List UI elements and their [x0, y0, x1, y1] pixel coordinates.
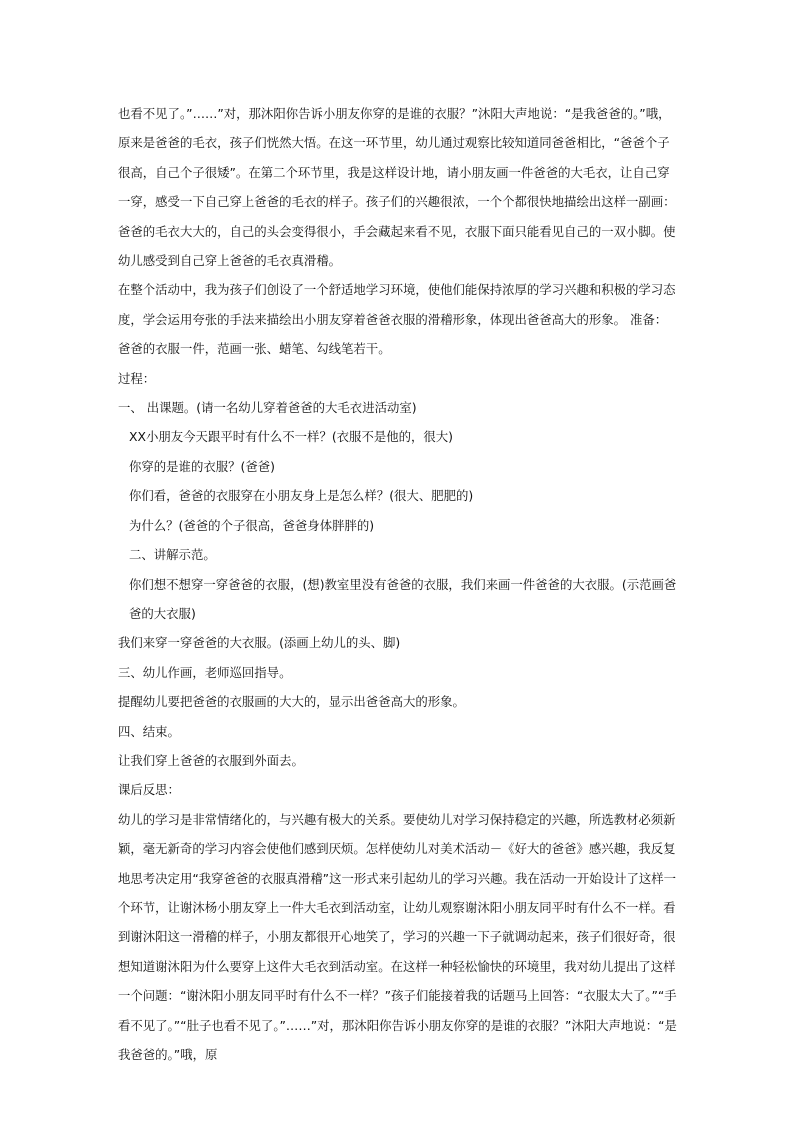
- step-two-try-on: 我们来穿一穿爸爸的大衣服。(添画上幼儿的头、脚): [118, 635, 401, 651]
- paragraph-summary: 在整个活动中，我为孩子们创设了一个舒适地学习环境，使他们能保持浓厚的学习兴趣和积极的学习态度，学会运用夸张的手法来描绘出小朋友穿着爸爸衣服的滑稽形象，体现出爸爸高大的形象。 准备：: [118, 282, 676, 327]
- step-one-question-2: 你穿的是谁的衣服？(爸爸): [129, 458, 275, 474]
- step-three-reminder: 提醒幼儿要把爸爸的衣服画的大大的，显示出爸爸高大的形象。: [118, 694, 465, 710]
- step-two-demo: 你们想不想穿一穿爸爸的衣服，(想)教室里没有爸爸的衣服，我们来画一件爸爸的大衣服。(示范画爸爸的大衣服): [129, 576, 677, 621]
- paragraph-continuation: 也看不见了。”……”对，那沐阳你告诉小朋友你穿的是谁的衣服？”沐阳大声地说：“是我爸爸的。”哦，原来是爸爸的毛衣，孩子们恍然大悟。在这一环节里，幼儿通过观察比较知道同爸爸相比，“爸爸个子很高，自己个子很矮”。在第二个环节里，我是这样设计地，请小朋友画一件爸爸的大毛衣，让自己穿一穿，感受一下自己穿上爸爸的毛衣的样子。孩子们的兴趣很浓，一个个都很快地描绘出这样一副画：爸爸的毛衣大大的，自己的头会变得很小，手会藏起来看不见，衣服下面只能看见自己的一双小脚。使幼儿感受到自己穿上爸爸的毛衣真滑稽。: [118, 106, 676, 269]
- step-one-heading: 一、 出课题。(请一名幼儿穿着爸爸的大毛衣进活动室): [118, 400, 417, 416]
- step-one-question-3: 你们看，爸爸的衣服穿在小朋友身上是怎么样？(很大、肥肥的): [129, 488, 474, 504]
- reflection-heading: 课后反思：: [118, 782, 180, 798]
- step-four-heading: 四、结束。: [118, 723, 180, 739]
- step-one-question-1: XX小朋友今天跟平时有什么不一样？(衣服不是他的，很大): [129, 429, 454, 445]
- document-body: [118, 99, 680, 1069]
- step-two-heading: 二、讲解示范。: [129, 547, 216, 563]
- paragraph-materials: 爸爸的衣服一件，范画一张、蜡笔、勾线笔若干。: [118, 341, 391, 357]
- step-one-question-4: 为什么？(爸爸的个子很高，爸爸身体胖胖的): [129, 517, 375, 533]
- paragraph-process-heading: 过程：: [118, 370, 156, 386]
- step-four-content: 让我们穿上爸爸的衣服到外面去。: [118, 752, 304, 768]
- reflection-body: 幼儿的学习是非常情绪化的，与兴趣有极大的关系。要使幼儿对学习保持稳定的兴趣，所选教材必须新颖，毫无新奇的学习内容会使他们感到厌烦。怎样使幼儿对美术活动－《好大的爸爸》感兴趣，我反复地思考决定用“我穿爸爸的衣服真滑稽”这一形式来引起幼儿的学习兴趣。我在活动一开始设计了这样一个环节，让谢沐杨小朋友穿上一件大毛衣到活动室，让幼儿观察谢沐阳小朋友同平时有什么不一样。看到谢沐阳这一滑稽的样子，小朋友都很开心地笑了，学习的兴趣一下子就调动起来，孩子们很好奇，很想知道谢沐阳为什么要穿上这件大毛衣到活动室。在这样一种轻松愉快的环境里，我对幼儿提出了这样一个问题：“谢沐阳小朋友同平时有什么不一样？”孩子们能接着我的话题马上回答：“衣服太大了。”“手看不见了。”“肚子也看不见了。”……”对，那沐阳你告诉小朋友你穿的是谁的衣服？”沐阳大声地说：“是我爸爸的。”哦，原: [118, 811, 677, 1062]
- step-three-heading: 三、幼儿作画，老师巡回指导。: [118, 664, 292, 680]
